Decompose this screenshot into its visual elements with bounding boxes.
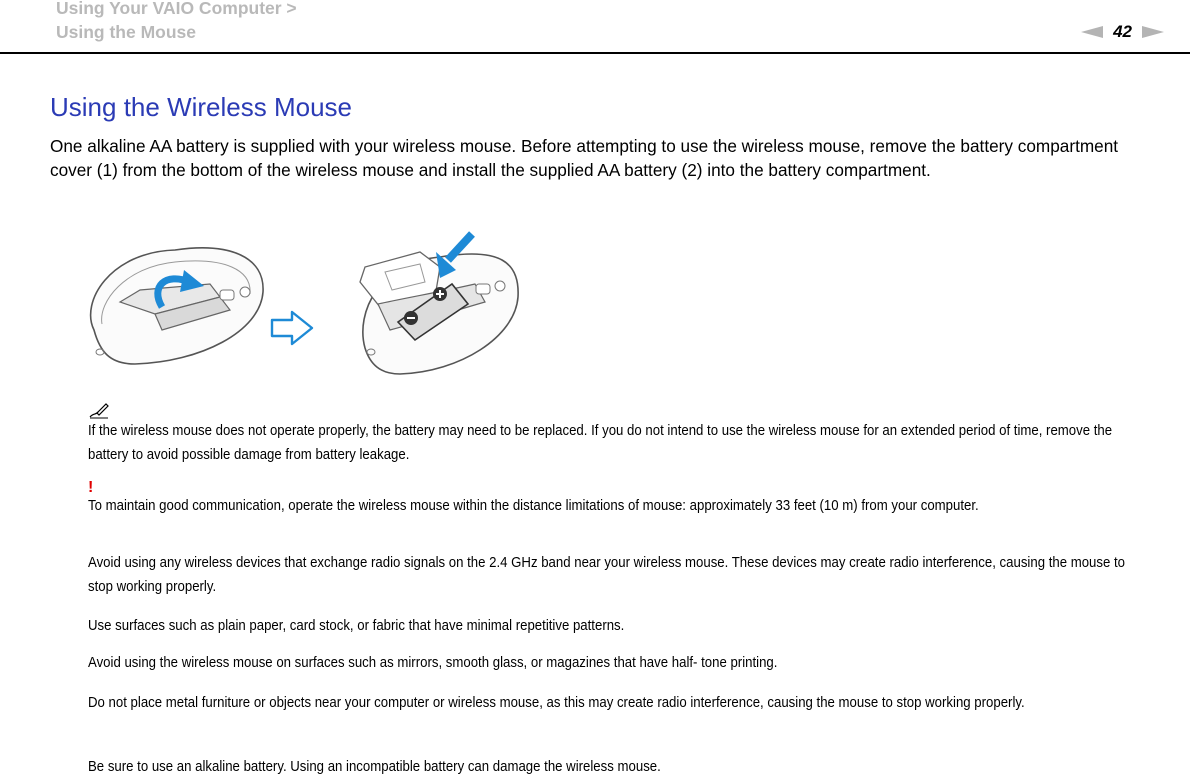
section-title: Using the Wireless Mouse xyxy=(50,92,352,122)
tip-metal-objects: Do not place metal furniture or objects near your computer or wireless mouse, as this may create radio interference, causing the mouse to stop working properly. xyxy=(88,694,1025,711)
header-divider xyxy=(0,52,1190,54)
mouse-bottom-cover-removal-drawing xyxy=(91,248,263,364)
note-text: If the wireless mouse does not operate properly, the battery may need to be replaced. If you do not intend to use the wireless mouse for an extended period of time, remove the battery to avoid possible damage from battery leakage. xyxy=(88,422,1113,463)
mouse-battery-installation-drawing xyxy=(360,234,518,374)
breadcrumb-parent[interactable]: Using Your VAIO Computer > xyxy=(56,0,297,18)
warning-text: To maintain good communication, operate the wireless mouse within the distance limitations of mouse: approximately 33 feet (10 m) from your computer. xyxy=(88,497,979,514)
pencil-note-icon xyxy=(88,401,110,419)
tip-alkaline-battery: Be sure to use an alkaline battery. Using an incompatible battery can damage the wireless mouse. xyxy=(88,758,661,775)
intro-paragraph: One alkaline AA battery is supplied with your wireless mouse. Before attempting to use the wireless mouse, remove the battery compartment cover (1) from the bottom of the wireless mouse and install the supplied AA battery (2) into the battery compartment. xyxy=(50,136,1119,180)
tip-avoid-reflective-surfaces: Avoid using the wireless mouse on surfaces such as mirrors, smooth glass, or magazines that have half- tone printing. xyxy=(88,654,778,671)
page-number: 42 xyxy=(1113,22,1132,41)
warning-icon: ! xyxy=(88,479,94,496)
tip-radio-interference: Avoid using any wireless devices that exchange radio signals on the 2.4 GHz band near your wireless mouse. These devices may create radio interference, causing the mouse to stop working properly. xyxy=(88,554,1126,595)
tip-surfaces: Use surfaces such as plain paper, card stock, or fabric that have minimal repetitive patterns. xyxy=(88,617,625,634)
transition-arrow-icon xyxy=(272,312,312,344)
previous-page-icon[interactable] xyxy=(1081,26,1103,38)
breadcrumb-current[interactable]: Using the Mouse xyxy=(56,22,197,42)
page-navigation xyxy=(1081,22,1164,42)
battery-installation-illustration xyxy=(80,212,555,387)
page-header xyxy=(0,0,1190,54)
next-page-icon[interactable] xyxy=(1142,26,1164,38)
